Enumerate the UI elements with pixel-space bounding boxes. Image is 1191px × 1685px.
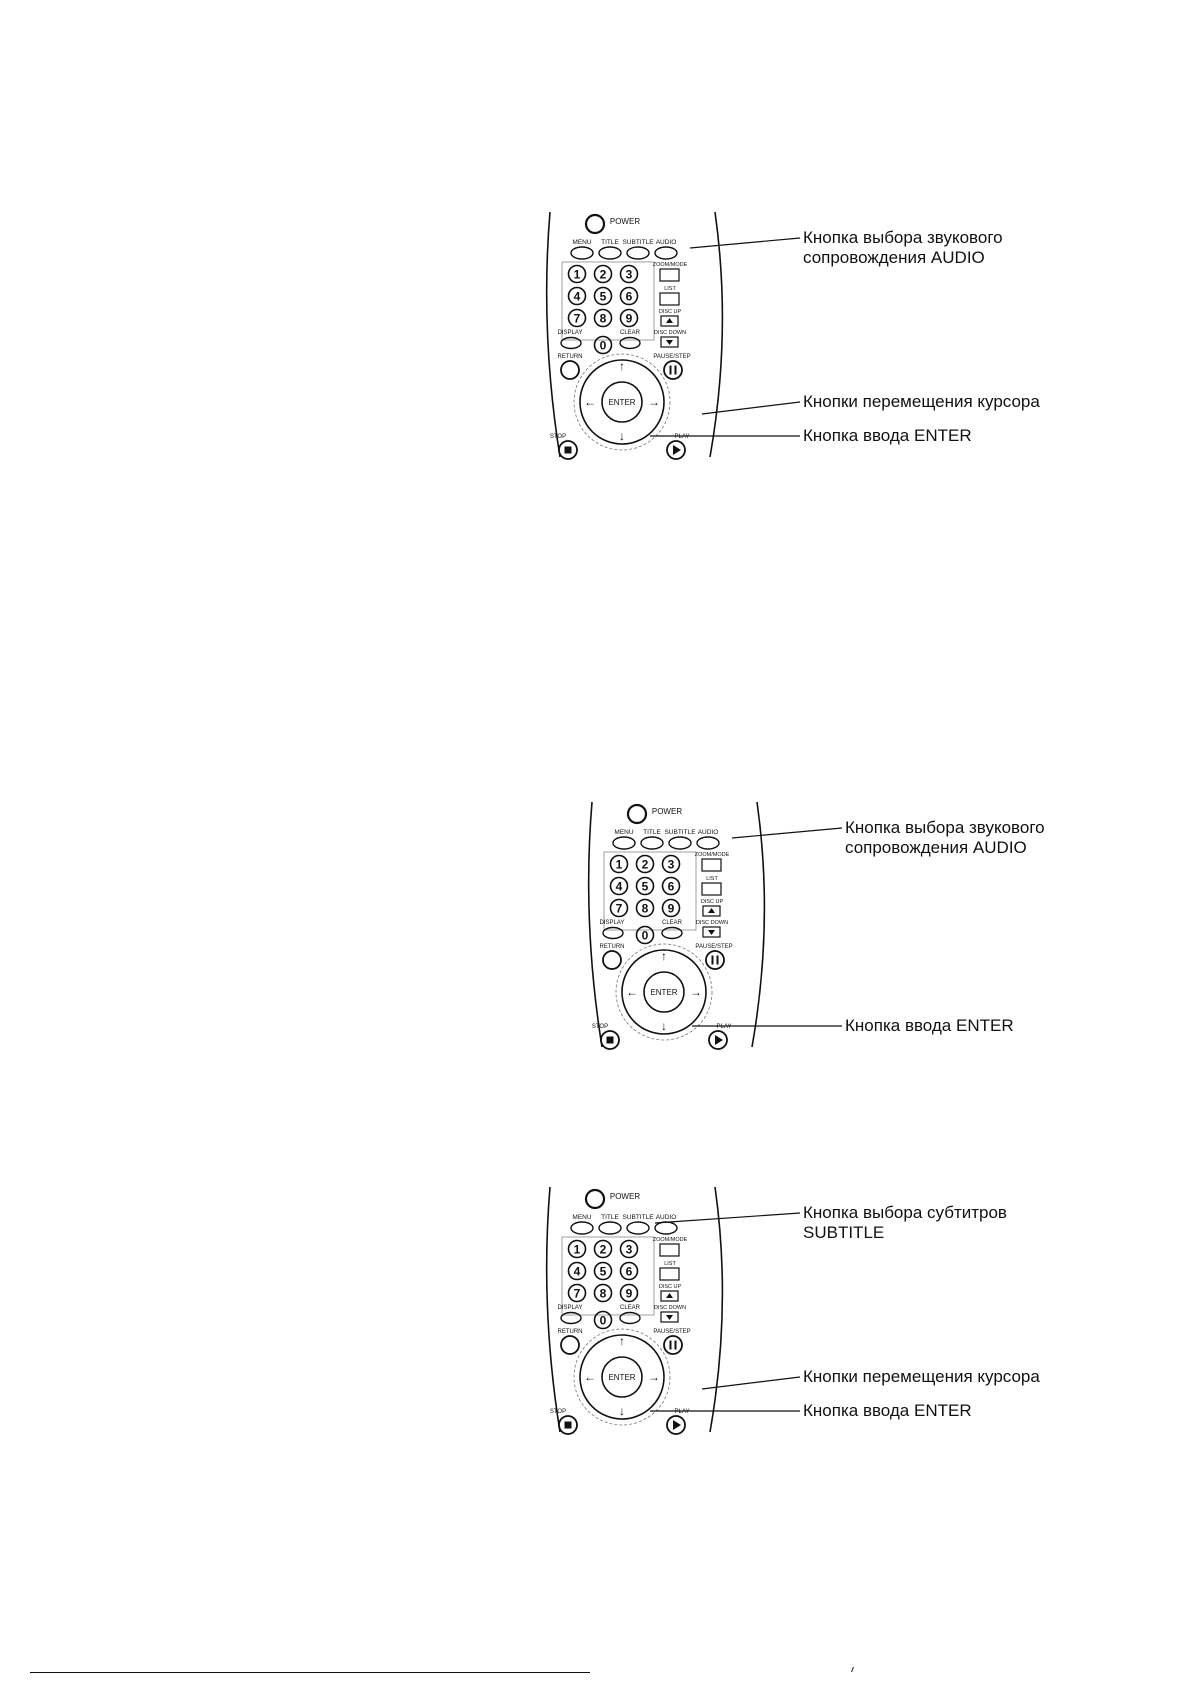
play-label: PLAY bbox=[674, 434, 690, 440]
callout-line: сопровождения AUDIO bbox=[845, 838, 1027, 857]
digit-label: 0 bbox=[641, 928, 649, 943]
callout-line: SUBTITLE bbox=[803, 1223, 885, 1242]
digit-label: 6 bbox=[667, 879, 675, 894]
digit-label: 8 bbox=[599, 1286, 607, 1301]
digit-label: 4 bbox=[615, 879, 623, 894]
digit-label: 6 bbox=[625, 1264, 633, 1279]
digit-label: 7 bbox=[615, 901, 623, 916]
top-row-label: SUBTITLE bbox=[664, 829, 696, 836]
arrow-icon: ↓ bbox=[619, 429, 625, 443]
digit-label: 2 bbox=[599, 267, 607, 282]
arrow-icon: ← bbox=[584, 395, 596, 409]
digit-label: 9 bbox=[625, 311, 633, 326]
digit-label: 8 bbox=[599, 311, 607, 326]
callout-line: Кнопка выбора звукового bbox=[803, 228, 1003, 247]
top-row-label: MENU bbox=[572, 239, 592, 246]
disc-down-label: DISC DOWN bbox=[695, 920, 729, 926]
stop-label: STOP bbox=[549, 1409, 567, 1415]
callout-cursor-buttons: Кнопки перемещения курсора bbox=[803, 392, 1040, 411]
pause-label: PAUSE/STEP bbox=[653, 1329, 691, 1335]
digit-label: 1 bbox=[615, 857, 623, 872]
disc-down-label: DISC DOWN bbox=[653, 1305, 687, 1311]
callout-enter-button: Кнопка ввода ENTER bbox=[803, 1401, 972, 1420]
digit-label: 3 bbox=[625, 267, 633, 282]
disc-up-label: DISC UP bbox=[658, 309, 682, 315]
digit-label: 7 bbox=[573, 1286, 581, 1301]
callout-line: сопровождения AUDIO bbox=[803, 248, 985, 267]
display-label: DISPLAY bbox=[599, 920, 625, 926]
clear-label: CLEAR bbox=[619, 1305, 641, 1311]
callout-line: Кнопка выбора звукового bbox=[845, 818, 1045, 837]
top-row-label: TITLE bbox=[601, 1214, 619, 1221]
display-label: DISPLAY bbox=[557, 1305, 583, 1311]
disc-up-label: DISC UP bbox=[658, 1284, 682, 1290]
top-row-label: MENU bbox=[614, 829, 634, 836]
display-label: DISPLAY bbox=[557, 330, 583, 336]
arrow-icon: → bbox=[648, 395, 660, 409]
enter-label: ENTER bbox=[608, 1373, 636, 1382]
digit-label: 3 bbox=[625, 1242, 633, 1257]
digit-label: 6 bbox=[625, 289, 633, 304]
digit-label: 9 bbox=[625, 1286, 633, 1301]
power-label: POWER bbox=[651, 807, 683, 816]
clear-label: CLEAR bbox=[661, 920, 683, 926]
callout-cursor-buttons: Кнопки перемещения курсора bbox=[803, 1367, 1040, 1386]
arrow-icon: ↑ bbox=[619, 359, 625, 373]
arrow-icon: → bbox=[690, 985, 702, 999]
arrow-icon: ↑ bbox=[661, 949, 667, 963]
zoom-label: ZOOM/MODE bbox=[652, 262, 688, 268]
stop-label: STOP bbox=[549, 434, 567, 440]
zoom-label: ZOOM/MODE bbox=[652, 1237, 688, 1243]
digit-label: 7 bbox=[573, 311, 581, 326]
top-row-label: TITLE bbox=[643, 829, 661, 836]
disc-up-label: DISC UP bbox=[700, 899, 724, 905]
return-label: RETURN bbox=[557, 354, 583, 360]
arrow-icon: → bbox=[648, 1370, 660, 1384]
play-label: PLAY bbox=[674, 1409, 690, 1415]
power-label: POWER bbox=[609, 217, 641, 226]
arrow-icon: ← bbox=[584, 1370, 596, 1384]
top-row-label: AUDIO bbox=[655, 239, 677, 246]
enter-label: ENTER bbox=[608, 398, 636, 407]
digit-label: 2 bbox=[641, 857, 649, 872]
arrow-icon: ↓ bbox=[661, 1019, 667, 1033]
digit-label: 0 bbox=[599, 338, 607, 353]
digit-label: 0 bbox=[599, 1313, 607, 1328]
digit-label: 9 bbox=[667, 901, 675, 916]
top-row-label: SUBTITLE bbox=[622, 1214, 654, 1221]
list-label: LIST bbox=[664, 1261, 676, 1267]
list-label: LIST bbox=[706, 876, 718, 882]
callout-enter-button: Кнопка ввода ENTER bbox=[803, 426, 972, 445]
arrow-icon: ↓ bbox=[619, 1404, 625, 1418]
enter-label: ENTER bbox=[650, 988, 678, 997]
figure-subtitle-cursor-enter bbox=[549, 1192, 1120, 1445]
digit-label: 1 bbox=[573, 267, 581, 282]
top-row-label: AUDIO bbox=[655, 1214, 677, 1221]
arrow-icon: ← bbox=[626, 985, 638, 999]
digit-label: 2 bbox=[599, 1242, 607, 1257]
stop-label: STOP bbox=[591, 1024, 609, 1030]
list-label: LIST bbox=[664, 286, 676, 292]
top-row-label: MENU bbox=[572, 1214, 592, 1221]
zoom-label: ZOOM/MODE bbox=[694, 852, 730, 858]
pause-label: PAUSE/STEP bbox=[695, 944, 733, 950]
digit-label: 1 bbox=[573, 1242, 581, 1257]
arrow-icon: ↑ bbox=[619, 1334, 625, 1348]
digit-label: 5 bbox=[599, 1264, 607, 1279]
top-row-label: TITLE bbox=[601, 239, 619, 246]
footer-rule bbox=[30, 1672, 590, 1673]
clear-label: CLEAR bbox=[619, 330, 641, 336]
figure-audio-cursor-enter bbox=[549, 217, 1120, 470]
pause-label: PAUSE/STEP bbox=[653, 354, 691, 360]
digit-label: 4 bbox=[573, 1264, 581, 1279]
play-label: PLAY bbox=[716, 1024, 732, 1030]
digit-label: 3 bbox=[667, 857, 675, 872]
return-label: RETURN bbox=[557, 1329, 583, 1335]
figure-audio-enter bbox=[591, 807, 1162, 1060]
digit-label: 4 bbox=[573, 289, 581, 304]
power-label: POWER bbox=[609, 1192, 641, 1201]
callout-audio-button bbox=[845, 818, 1045, 858]
callout-enter-button: Кнопка ввода ENTER bbox=[845, 1016, 1014, 1035]
digit-label: 8 bbox=[641, 901, 649, 916]
digit-label: 5 bbox=[599, 289, 607, 304]
callout-line: Кнопка выбора субтитров bbox=[803, 1203, 1007, 1222]
footer-tick bbox=[851, 1667, 855, 1672]
top-row-label: SUBTITLE bbox=[622, 239, 654, 246]
top-row-label: AUDIO bbox=[697, 829, 719, 836]
disc-down-label: DISC DOWN bbox=[653, 330, 687, 336]
return-label: RETURN bbox=[599, 944, 625, 950]
callout-audio-button bbox=[803, 228, 1003, 268]
callout-subtitle-button bbox=[803, 1203, 1007, 1243]
digit-label: 5 bbox=[641, 879, 649, 894]
